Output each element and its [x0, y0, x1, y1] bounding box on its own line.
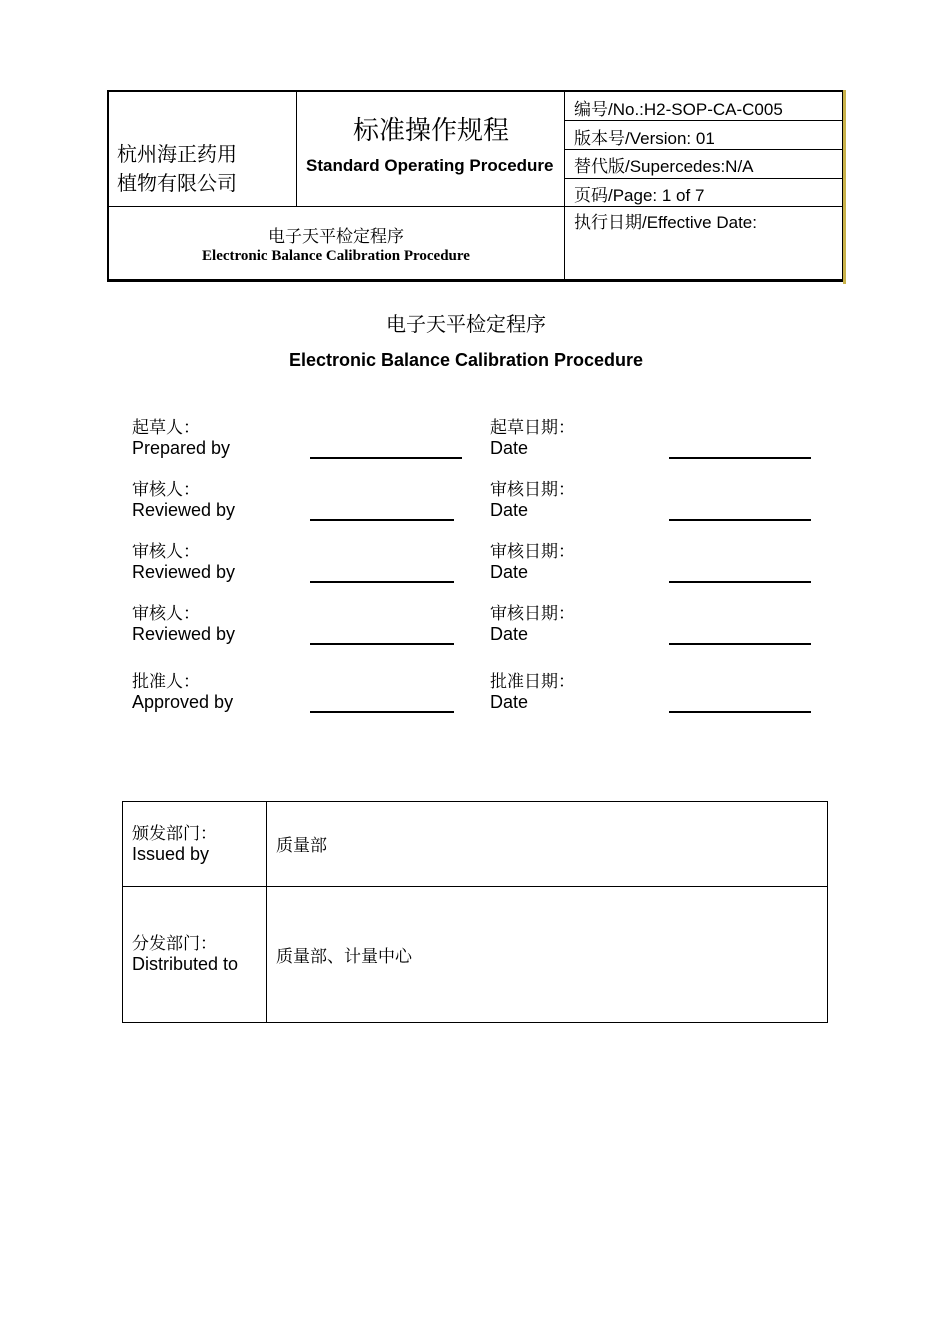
supersedes-value: /Supercedes:N/A — [625, 157, 754, 176]
page-number — [574, 181, 704, 206]
signature-line[interactable] — [310, 581, 454, 583]
header-divider — [564, 149, 843, 150]
date-line[interactable] — [669, 457, 811, 459]
procedure-name-en: Electronic Balance Calibration Procedure — [202, 248, 470, 264]
company-name-line: 植物有限公司 — [117, 171, 237, 195]
page-number-label: 页码 — [574, 186, 608, 206]
page-title-en: Electronic Balance Calibration Procedure — [288, 350, 644, 370]
distributed-to-label-en: Distributed to — [132, 954, 239, 974]
signer-role-cn: 审核人： — [132, 604, 200, 624]
distributed-to-label-cn: 分发部门： — [132, 934, 217, 954]
page-title-cn: 电子天平检定程序 — [386, 312, 546, 336]
date-label-en: Date — [490, 562, 529, 582]
effective-date — [574, 208, 757, 233]
doc-number-label: 编号 — [574, 100, 608, 120]
effective-date-value: /Effective Date: — [642, 213, 757, 232]
date-line[interactable] — [669, 643, 811, 645]
date-line[interactable] — [669, 581, 811, 583]
date-label-cn: 批准日期： — [490, 672, 575, 692]
signer-role-en: Prepared by — [132, 438, 231, 458]
signature-line[interactable] — [310, 457, 462, 459]
version — [574, 124, 715, 149]
date-label-cn: 审核日期： — [490, 480, 575, 500]
date-label-en: Date — [490, 438, 529, 458]
sop-title-cn: 标准操作规程 — [352, 116, 509, 146]
date-label-en: Date — [490, 500, 529, 520]
signature-line[interactable] — [310, 519, 454, 521]
signature-line[interactable] — [310, 711, 454, 713]
signer-role-en: Reviewed by — [132, 500, 236, 520]
doc-number-value: /No.:H2-SOP-CA-C005 — [608, 100, 783, 119]
signer-role-cn: 审核人： — [132, 480, 200, 500]
doc-number — [574, 95, 783, 120]
distributed-to-value: 质量部、计量中心 — [276, 947, 412, 967]
table-divider — [122, 886, 828, 887]
version-label: 版本号 — [574, 129, 625, 149]
date-label-en: Date — [490, 624, 529, 644]
issued-by-label-en: Issued by — [132, 844, 210, 864]
header-edge-accent — [843, 90, 846, 284]
signer-role-cn: 批准人： — [132, 672, 200, 692]
supersedes — [574, 152, 754, 177]
signature-line[interactable] — [310, 643, 454, 645]
signer-role-cn: 起草人： — [132, 418, 200, 438]
date-label-cn: 起草日期： — [490, 418, 575, 438]
header-divider — [564, 120, 843, 121]
procedure-name-cn: 电子天平检定程序 — [268, 227, 404, 247]
date-label-cn: 审核日期： — [490, 604, 575, 624]
header-divider — [108, 206, 843, 207]
header-divider — [296, 91, 297, 207]
issued-by-label-cn: 颁发部门： — [132, 824, 217, 844]
table-divider — [266, 801, 267, 1023]
supersedes-label: 替代版 — [574, 157, 625, 177]
date-line[interactable] — [669, 519, 811, 521]
date-line[interactable] — [669, 711, 811, 713]
date-label-en: Date — [490, 692, 529, 712]
signer-role-en: Reviewed by — [132, 624, 236, 644]
page-number-value: /Page: 1 of 7 — [608, 186, 705, 205]
signer-role-en: Reviewed by — [132, 562, 236, 582]
distribution-table — [122, 801, 828, 1023]
company-name-line: 杭州海正药用 — [117, 142, 237, 166]
header-divider — [564, 178, 843, 179]
signer-role-cn: 审核人： — [132, 542, 200, 562]
version-value: /Version: 01 — [625, 129, 715, 148]
effective-date-label: 执行日期 — [574, 213, 642, 233]
company-name — [117, 140, 237, 198]
issued-by-value: 质量部 — [276, 836, 327, 856]
signer-role-en: Approved by — [132, 692, 234, 712]
date-label-cn: 审核日期： — [490, 542, 575, 562]
sop-title-en: Standard Operating Procedure — [306, 156, 554, 175]
